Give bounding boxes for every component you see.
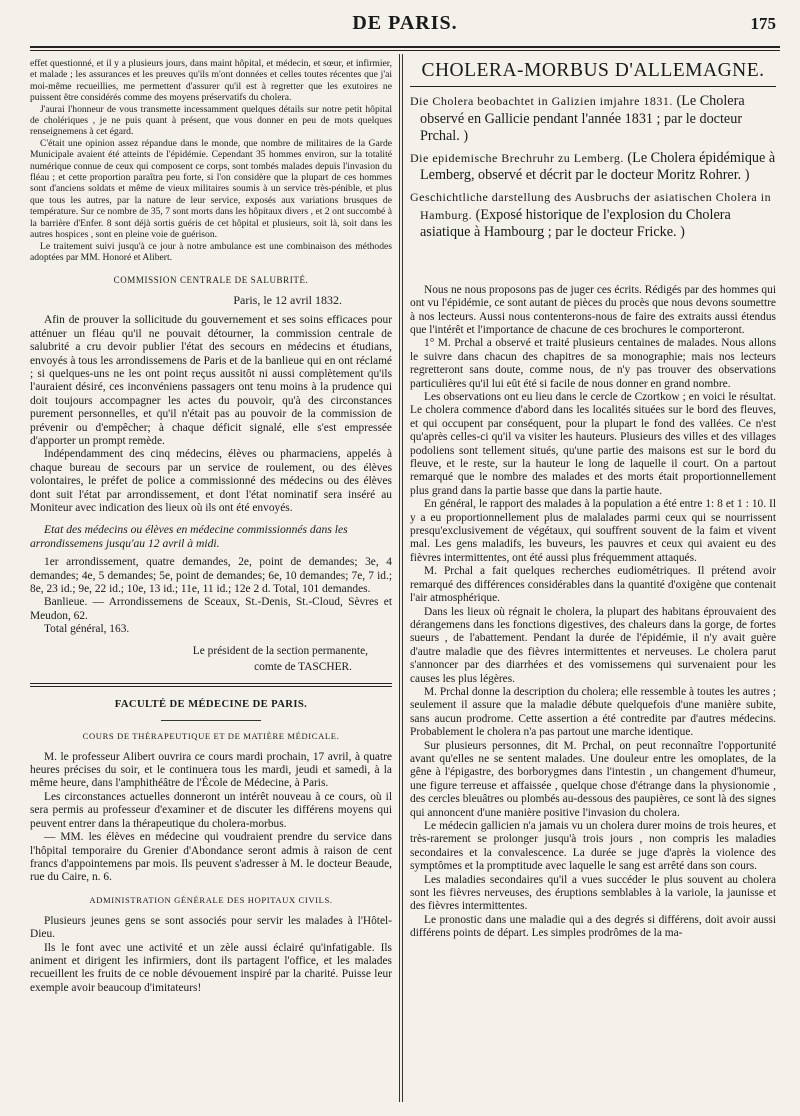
paragraph: En général, le rapport des malades à la population a été entre 1: 8 et 1 : 10. Il y a eu proportionnellement plus de malalades parmi ceux qui se nourrissent presqu'exclusivement de végétaux, qui souffrent souvent de la faim et vivent mal. Les gens maladifs, les buveurs, les pauvres et ceux qui avaient eu des fièvres intermittentes, ont été aussi plus fréquemment attaqués. bbox=[410, 498, 776, 564]
paragraph: 1er arrondissement, quatre demandes, 2e, point de demandes; 3e, 4 demandes; 4e, 5 demandes; 5e, point de demandes; 6e, 10 demandes; 7e, 7 id.; 8e, 23 id.; 9e, 22 id.; 10e, 13 id.; 11e, 11 id.; 12e 2 d. Total, 101 demandes. bbox=[30, 556, 392, 596]
paragraph: Les maladies secondaires qu'il a vues succéder le plus souvent au cholera sont les fièvres nerveuses, des éruptions semblables à la variole, la jaunisse et des fièvres intermittentes. bbox=[410, 873, 776, 913]
paragraph: J'aurai l'honneur de vous transmette incessamment quelques détails sur notre petit hôpital de cholériques , je ne puis quant à présent, que vous donner en peu de mots quelques renseignemens à cet égard. bbox=[30, 103, 392, 138]
paragraph: Dans les lieux où régnait le cholera, la plupart des habitans éprouvaient des dérangemens dans les fonctions digestives, des chaleurs dans la gorge, de fortes sueurs , de l'abattement. Pendant la durée de l'épidémie, il n'y avait guère d'autre maladie que des fièvres intermittentes et nerveuses. Le cholera parut s'annoncer par des diarrhées et des vomissemens qui survenaient pour les causes les plus légères. bbox=[410, 605, 776, 685]
paragraph: Le médecin gallicien n'a jamais vu un cholera durer moins de trois heures, et très-rarement se prolonger jusqu'à trois jours , non compris les maladies secondaires et la convalescence. La durée se juge d'après la violence des symptômes et la promptitude avec laquelle le sang est arrêté dans son cours. bbox=[410, 820, 776, 873]
spacer bbox=[410, 246, 776, 284]
section-rule-thin bbox=[30, 686, 392, 687]
paragraph: Le traitement suivi jusqu'à ce jour à notre ambulance est une combinaison des méthodes adoptées par MM. Honoré et Alibert. bbox=[30, 240, 392, 263]
faculte-subtitle: COURS DE THÉRAPEUTIQUE ET DE MATIÈRE MÉDICALE. bbox=[82, 730, 340, 741]
short-rule bbox=[161, 720, 261, 721]
paragraph: M. Prchal a fait quelques recherches eudiométriques. Il prétend avoir remarqué des différences considérables dans la quantité d'oxigène que contenait l'air atmosphérique. bbox=[410, 565, 776, 605]
paragraph: Nous ne nous proposons pas de juger ces écrits. Rédigés par des hommes qui ont vu l'épidémie, ce sont autant de pièces du procès que nous devons soumettre à nos lecteurs. Aussi nous contenterons-nous de faire des extraits aussi étendus que l'intérêt et l'importance de chacune de ces brochures le comporteront. bbox=[410, 283, 776, 336]
paragraph: effet questionné, et il y a plusieurs jours, dans maint hôpital, et médecin, et sœur, et infirmier, et malade ; les assurances et les preuves qu'ils m'ont données et celles toutes récentes que j'ai moi-même recueillies, me permettent d'assurer qu'il est à regretter que les exutoires ne puissent être considérés comme des moyens préservatifs du cholera. bbox=[30, 58, 392, 104]
paragraph: Total général, 163. bbox=[44, 623, 130, 636]
commission-title: COMMISSION CENTRALE DE SALUBRITÉ. bbox=[113, 275, 309, 286]
paragraph: M. Prchal donne la description du cholera; elle ressemble à toutes les autres ; seulement il assure que la maladie débute quelquefois d'une manière subite, sans aucun prodrome. Cette assertion a été contredite par d'autres médecins. Probablement le cholera n'a pas partout une marche identique. bbox=[410, 685, 776, 739]
faculte-text bbox=[30, 751, 392, 885]
article-text bbox=[410, 284, 776, 941]
etat-text bbox=[30, 556, 392, 636]
page-title: DE PARIS. bbox=[352, 12, 458, 34]
right-column bbox=[410, 58, 776, 1106]
article-title: CHOLERA-MORBUS D'ALLEMAGNE. bbox=[421, 60, 765, 81]
paragraph: Le pronostic dans une maladie qui a des degrés si différens, doit avoir aussi différens points de départ. Les simples prodrômes de la ma- bbox=[410, 913, 776, 940]
book-german-title: Die epidemische Brechruhr zu Lemberg. bbox=[410, 150, 624, 165]
book-french-title: (Exposé historique de l'explosion du Cholera asiatique à Hambourg ; par le docteur Fricke. ) bbox=[420, 206, 731, 241]
signature-title: Le président de la section permanente, bbox=[192, 644, 368, 657]
book-entry bbox=[410, 150, 776, 185]
dateline: Paris, le 12 avril 1832. bbox=[233, 293, 342, 308]
column-divider-double bbox=[402, 54, 403, 1102]
book-german-title: Geschichtliche darstellung des Ausbruchs der asiatischen Cholera in Hamburg. bbox=[410, 189, 772, 222]
paragraph: Sur plusieurs personnes, dit M. Prchal, on peut reconnaître l'opportunité avant qu'elles ne se sentent malades. Une douleur entre les omoplates, de la gêne à l'épigastre, des borborygmes dans l'intestin , un changement d'humeur, une figure terreuse et affaissée , quelque chose d'étrange dans la physionomie , des cercles bleuâtres ou plombés au-dessous des paupières, ce sont là des signes qui annoncent d'une manière positive l'invasion du cholera. bbox=[410, 739, 776, 819]
paragraph: Ils le font avec une activité et un zèle aussi éclairé qu'infatigable. Ils animent et dirigent les infirmiers, dont ils partagent l'office, et les malades recueillent les fruits de ce noble dévouement inspiré par la charité. Puisse leur exemple avoir beaucoup d'imitateurs! bbox=[30, 941, 392, 994]
section-rule bbox=[30, 683, 392, 684]
page-header bbox=[30, 10, 780, 44]
left-column bbox=[30, 58, 392, 1106]
title-rule bbox=[410, 86, 776, 87]
paragraph: 1° M. Prchal a observé et traité plusieurs centaines de malades. Nous allons le suivre dans chacun des chapitres de sa monographie; mais nos lecteurs regretteront sans doute, comme nous, de n'y pas trouver des observations particulières qu'il lui eût été si facile de nous donner en grand nombre. bbox=[410, 337, 776, 390]
column-divider bbox=[399, 54, 400, 1102]
intro-text bbox=[30, 58, 392, 263]
paragraph: M. le professeur Alibert ouvrira ce cours mardi prochain, 17 avril, à quatre heures précises du soir, et le continuera tous les mardi, jeudi et samedi, à la même heure, dans l'amphithéâtre de l'École de Médecine, à Paris. bbox=[30, 750, 392, 790]
faculte-title: FACULTÉ DE MÉDECINE DE PARIS. bbox=[114, 698, 308, 710]
paragraph: — MM. les élèves en médecine qui voudraient prendre du service dans l'hôpital temporaire du Grenier d'Abondance seront admis à raison de cent francs d'appointemens par mois. Ils peuvent s'adresser à M. le docteur Beaude, rue du Caire, n. 6. bbox=[30, 831, 392, 884]
admin-title: ADMINISTRATION GÉNÉRALE DES HOPITAUX CIVILS. bbox=[89, 894, 333, 905]
header-rule-thin bbox=[30, 50, 780, 51]
admin-text bbox=[30, 915, 392, 995]
book-entry bbox=[410, 189, 776, 242]
commission-text bbox=[30, 314, 392, 515]
paragraph: C'était une opinion assez répandue dans le monde, que nombre de militaires de la Garde Municipale avaient été atteints de l'épidémie. Cependant 35 hommes environ, sur la totalité numérique connue de ceux qui composent ce corps, sont tombés malades depuis l'invasion du fléau ; et cette proportion paraîtra peu forte, si l'on considère que la plupart de ces hommes sont d'anciens soldats et même de vieux militaires soumis à un service très-pénible, et plus que tous les autres, par la nature de leur service, exposés aux variations brusques de température. Sur ce nombre de 35, 7 sont morts dans les hôpitaux divers , et 2 ont succombé à la barrière d'Enfer. 8 sont déjà sortis guéris de cet hôpital et plusieurs, soit là, soit dans les autres hospices , sont en pleine voie de guérison. bbox=[30, 137, 392, 241]
signature-name: comte de TASCHER. bbox=[254, 660, 352, 673]
paragraph: Banlieue. — Arrondissemens de Sceaux, St.-Denis, St.-Cloud, Sèvres et Meudon, 62. bbox=[30, 596, 392, 622]
book-entry bbox=[410, 93, 776, 146]
paragraph: Les circonstances actuelles donneront un intérêt nouveau à ce cours, où il sera permis au professeur d'examiner et de discuter les différens moyens qui peuvent entrer dans la thérapeutique du cholera-morbus. bbox=[30, 790, 392, 830]
book-french-title: (Le Cholera observé en Gallicie pendant l'année 1831 ; par le docteur Prchal. ) bbox=[420, 93, 745, 145]
header-rule bbox=[30, 46, 780, 48]
etat-heading: Etat des médecins ou élèves en médecine commissionnés dans les arrondissemens jusqu'au 12 avril à midi. bbox=[30, 523, 348, 550]
page-number: 175 bbox=[750, 14, 776, 33]
paragraph: Afin de prouver la sollicitude du gouvernement et ses soins efficaces pour atténuer un fléau qu'il ne pouvait détourner, la commission centrale de salubrité a cru devoir publier l'état des secours en médecins et étudians, envoyés à tous les arrondissemens de Paris et de la banlieue qui en ont réclamé ; si quelques-uns ne les ont point reçus aussitôt ni aussi complètement qu'ils l'auraient désiré, ces inconvéniens passagers ont tenu moins à la prudence qui doit toujours accompagner les actes du pouvoir, qu'à des circonstances purement personnelles, et qu'il n'était pas au pouvoir de la commission de prévenir ou d'empêcher; à chaque déficit signalé, elle s'est empressée d'apporter un prompt remède. bbox=[30, 314, 392, 447]
paragraph: Plusieurs jeunes gens se sont associés pour servir les malades à l'Hôtel-Dieu. bbox=[30, 914, 392, 941]
book-german-title: Die Cholera beobachtet in Galizien imjahre 1831. bbox=[410, 94, 673, 108]
paragraph: Indépendamment des cinq médecins, élèves ou pharmaciens, appelés à chaque bureau de secours par un service de roulement, ou des élèves volontaires, le préfet de police a commissionné des médecins ou des élèves dont suit l'état par arrondissement, et dont l'état nominatif sera inséré au Moniteur avec indication des lieux où ils ont été envoyés. bbox=[30, 448, 392, 514]
paragraph: Les observations ont eu lieu dans le cercle de Czortkow ; en voici le résultat. Le cholera commence d'abord dans les localités situées sur le bord des fleuves, et qui occupent par conséquent, pour la plupart le fond des vallées. Ce n'est qu'après celles-ci qu'il va visiter les hauteurs. Plusieurs des villes et des villages podoliens sont tellement situés, qu'une partie des maisons est sur le bord du fleuve, et le reste, sur la hauteur le long de laquelle il court. On a partout remarqué que le nombre des malades et des morts était proportionnellement plus grand dans la partie basse que dans la partie haute. bbox=[410, 391, 776, 497]
book-french-title: (Le Cholera épidémique à Lemberg, observé et décrit par le docteur Moritz Rohrer. ) bbox=[420, 149, 776, 184]
